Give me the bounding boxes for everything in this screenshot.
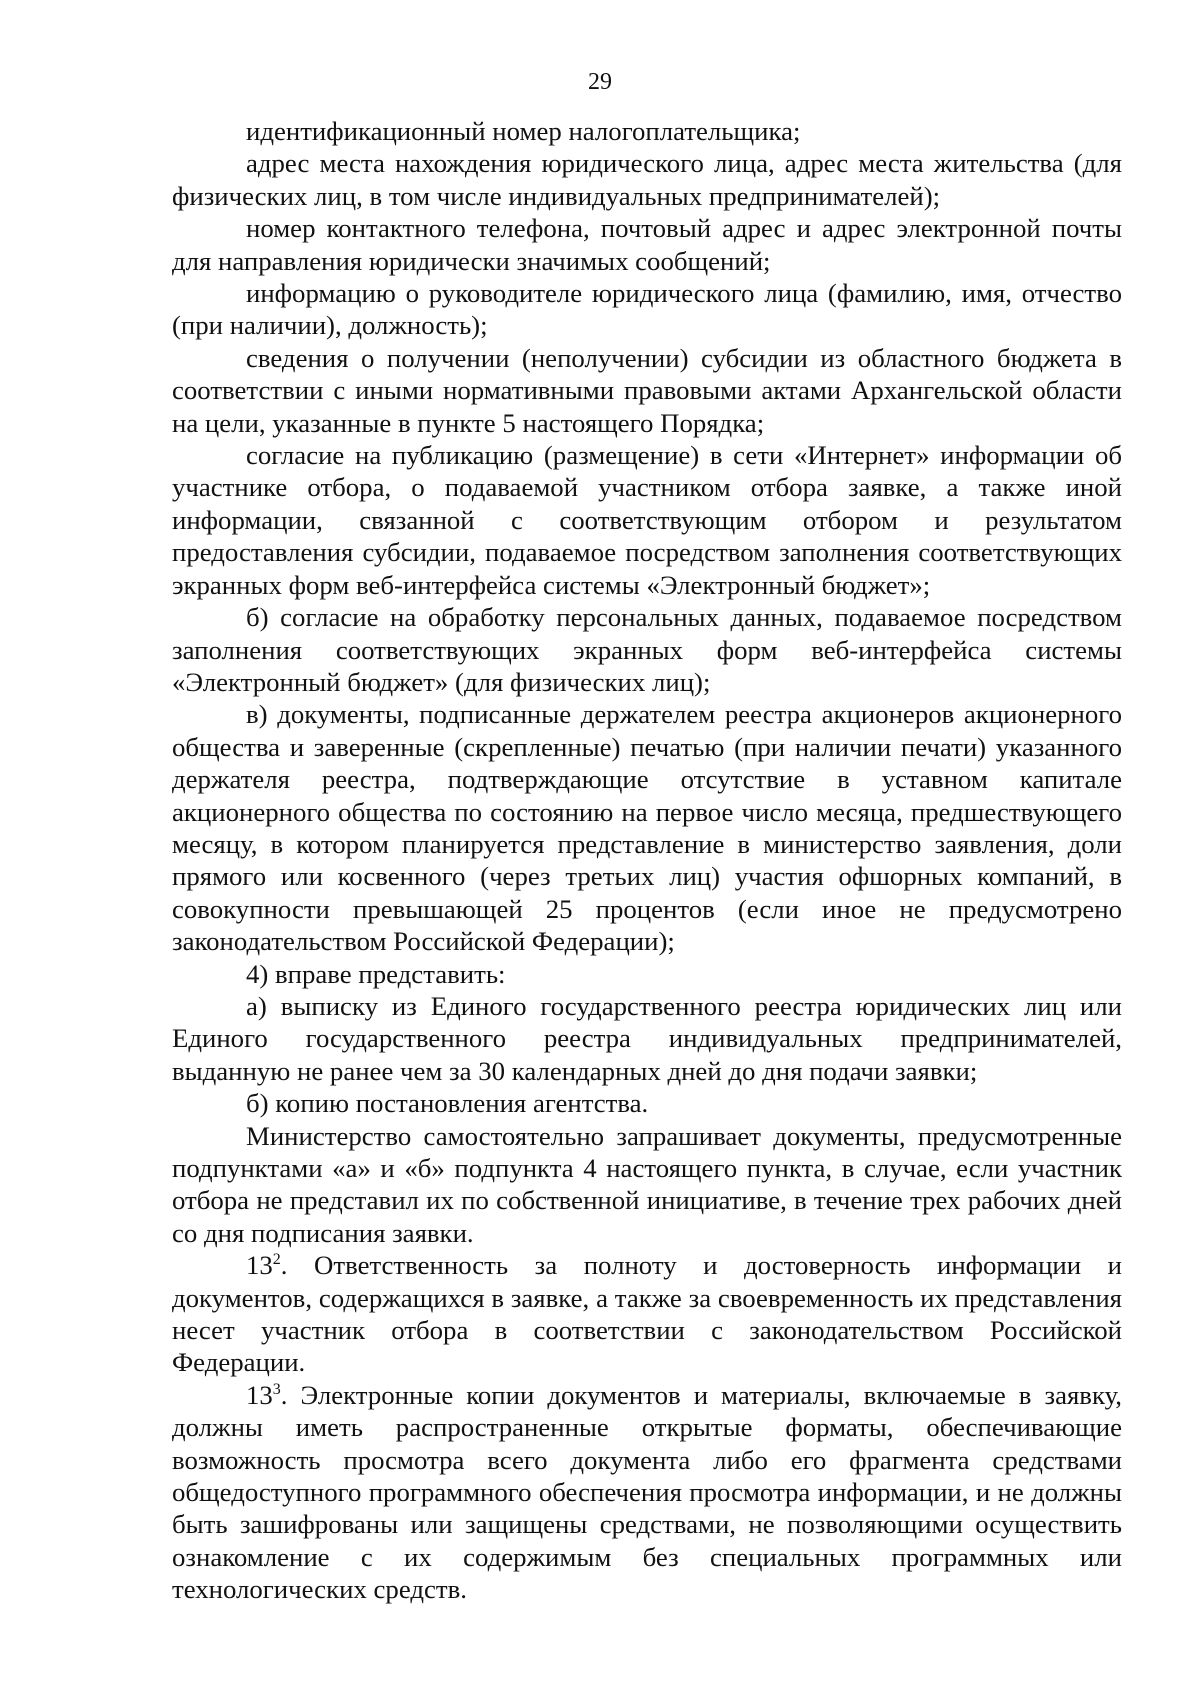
paragraph-director (172, 277, 1122, 342)
clause-number: 13 (246, 1250, 273, 1281)
paragraph-text: б) согласие на обработку персональных данных, подаваемое посредством заполнения соответствующих экранных форм веб-интерфейса системы «Электронный бюджет» (для физических лиц); (172, 602, 1122, 697)
paragraph-text: а) выписку из Единого государственного реестра юридических лиц или Единого государственного реестра индивидуальных предпринимателей, выданную не ранее чем за 30 календарных дней до дня подачи заявки; (172, 990, 1122, 1086)
paragraph-text: сведения о получении (неполучении) субсидии из областного бюджета в соответствии с иными нормативными правовыми актами Архангельской области на цели, указанные в пункте 5 настоящего Порядка; (172, 342, 1122, 438)
page-number: 29 (588, 69, 612, 95)
paragraph-text: б) копию постановления агентства. (246, 1088, 649, 1119)
clause-superscript: 3 (272, 1380, 281, 1398)
paragraph-text: номер контактного телефона, почтовый адрес и адрес электронной почты для направления юридически значимых сообщений; (172, 213, 1122, 276)
document-body (172, 115, 1122, 1606)
paragraph-text: Министерство самостоятельно запрашивает документы, предусмотренные подпунктами «а» и «б» подпункта 4 настоящего пункта, в случае, если участник отбора не представил их по собственной инициативе, в течение трех рабочих дней со дня подписания заявки. (172, 1120, 1122, 1248)
paragraph-contacts (172, 212, 1122, 277)
paragraph-text: в) документы, подписанные держателем реестра акционеров акционерного общества и заверенные (скрепленные) печатью (при наличии печати) указанного держателя реестра, подтверждающие отсутствие в уставном капитале акционерного общества по состоянию на первое число месяца, предшествующего месяцу, в котором планируется представление в министерство заявления, доли прямого или косвенного (через третьих лиц) участия офшорных компаний, в совокупности превышающей 25 процентов (если иное не предусмотрено законодательством Российской Федерации); (172, 699, 1122, 957)
paragraph-13-3 (172, 1379, 1122, 1606)
paragraph-shareholder-documents (172, 698, 1122, 957)
paragraph-ministry-requests (172, 1120, 1122, 1250)
paragraph-may-submit (172, 958, 1122, 990)
paragraph-text: информацию о руководителе юридического лица (фамилию, имя, отчество (при наличии), должность); (172, 278, 1122, 341)
paragraph-address (172, 147, 1122, 212)
paragraph-text: идентификационный номер налогоплательщика; (246, 116, 801, 146)
paragraph-registry-extract (172, 990, 1122, 1087)
paragraph-text: согласие на публикацию (размещение) в сети «Интернет» информации об участнике отбора, о подаваемой участником отбора заявке, а также иной информации, связанной с соответствующим отбором и результатом предоставления субсидии, подаваемое посредством заполнения соответствующих экранных форм веб-интерфейса системы «Электронный бюджет»; (172, 440, 1122, 600)
paragraph-inn (172, 115, 1122, 147)
paragraph-subsidy-info (172, 342, 1122, 439)
paragraph-text: . Электронные копии документов и материалы, включаемые в заявку, должны иметь распространенные открытые форматы, обеспечивающие возможность просмотра всего документа либо его фрагмента средствами общедоступного программного обеспечения просмотра информации, и не должны быть зашифрованы или защищены средствами, не позволяющими осуществить ознакомление с их содержимым без специальных программных или технологических средств. (172, 1379, 1122, 1605)
paragraph-personal-data-consent (172, 601, 1122, 698)
paragraph-agency-resolution (172, 1087, 1122, 1119)
paragraph-text: . Ответственность за полноту и достоверность информации и документов, содержащихся в заявке, а также за своевременность их представления несет участник отбора в соответствии с законодательством Российской Федерации. (172, 1250, 1122, 1378)
paragraph-publication-consent (172, 439, 1122, 601)
paragraph-text: 4) вправе представить: (246, 958, 506, 989)
paragraph-13-2 (172, 1249, 1122, 1379)
paragraph-text: адрес места нахождения юридического лица, адрес места жительства (для физических лиц, в том числе индивидуальных предпринимателей); (172, 148, 1122, 211)
clause-superscript: 2 (272, 1251, 281, 1269)
clause-number: 13 (246, 1379, 273, 1410)
